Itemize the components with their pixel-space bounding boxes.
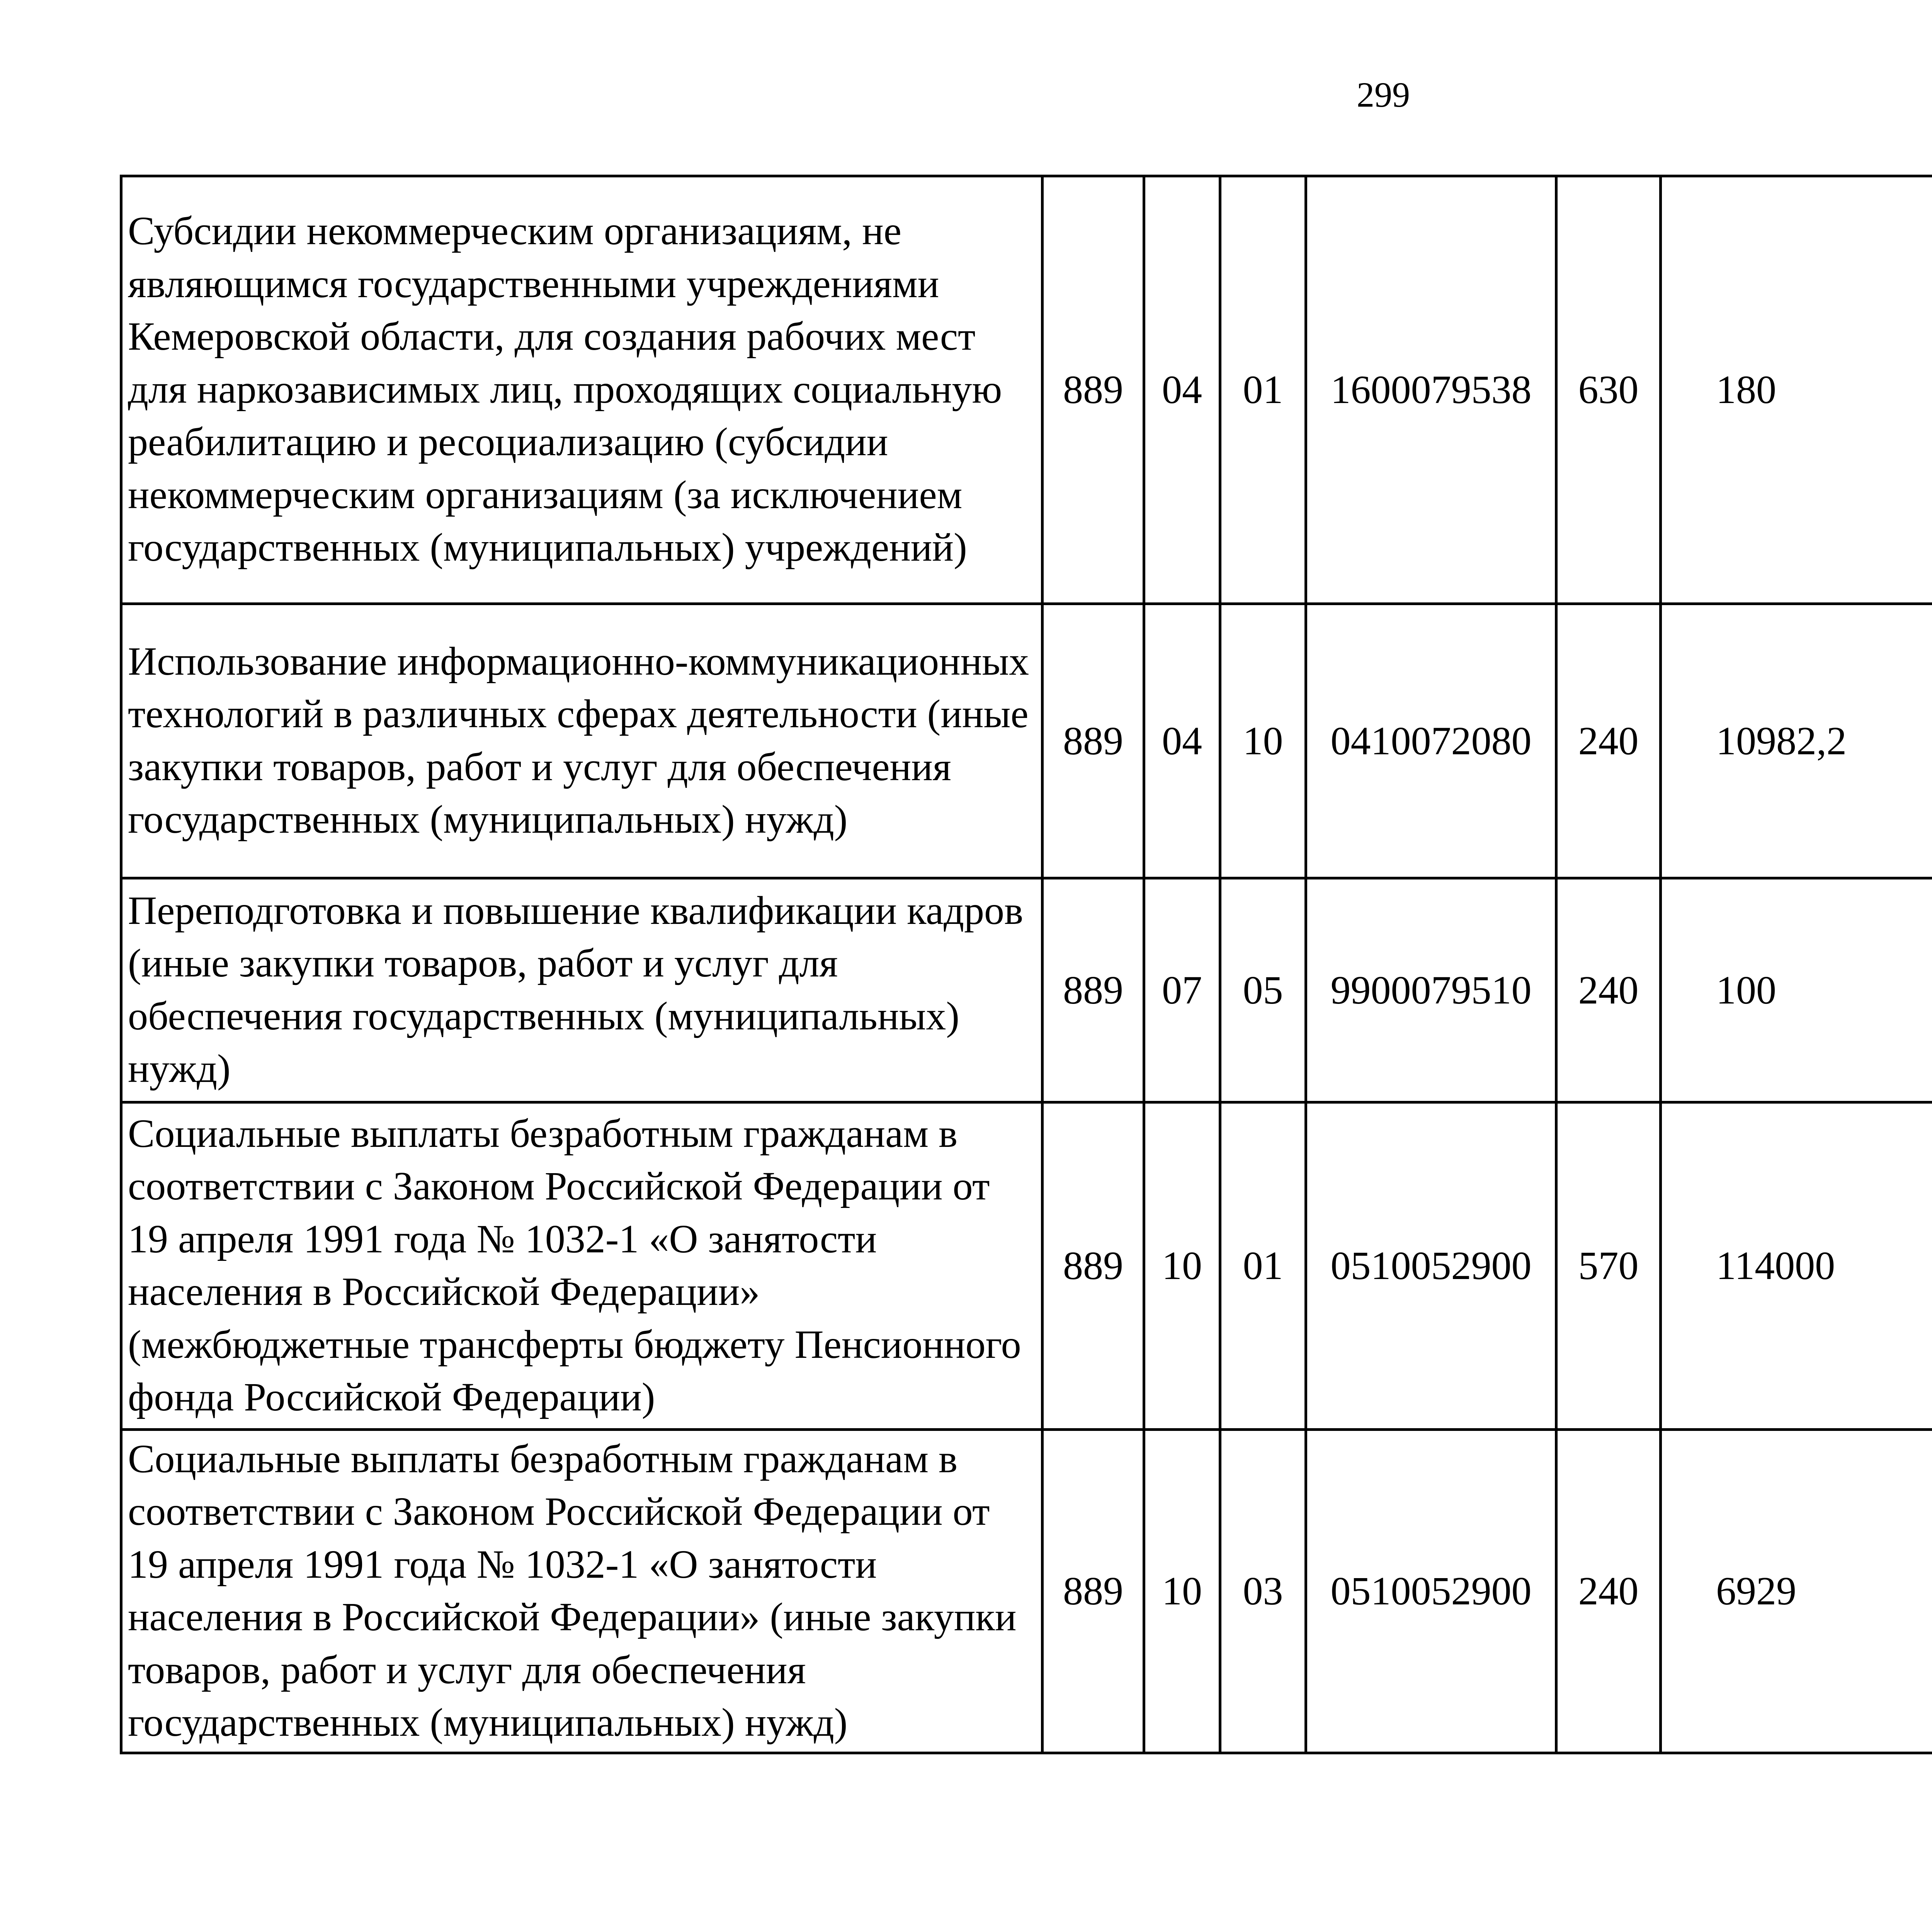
expense-type-code: 240 <box>1556 878 1661 1102</box>
section-code: 10 <box>1144 1102 1220 1430</box>
subsection-code: 05 <box>1220 878 1306 1102</box>
expense-type-code: 240 <box>1556 604 1661 878</box>
ministry-code: 889 <box>1043 1102 1144 1430</box>
ministry-code: 889 <box>1043 604 1144 878</box>
expense-type-code: 570 <box>1556 1102 1661 1430</box>
target-article-code: 9900079510 <box>1306 878 1556 1102</box>
table-row <box>121 1102 1932 1430</box>
table-row <box>121 176 1932 604</box>
amount-year1: 6929 <box>1661 1430 1932 1753</box>
subsection-code: 01 <box>1220 176 1306 604</box>
amount-year1: 114000 <box>1661 1102 1932 1430</box>
target-article-code: 0510052900 <box>1306 1102 1556 1430</box>
amount-year1: 100 <box>1661 878 1932 1102</box>
row-description: Переподготовка и повышение квалификации кадров (иные закупки товаров, работ и услуг для обеспечения государственных (муниципальных) нужд) <box>121 878 1043 1102</box>
ministry-code: 889 <box>1043 1430 1144 1753</box>
subsection-code: 01 <box>1220 1102 1306 1430</box>
section-code: 07 <box>1144 878 1220 1102</box>
target-article-code: 1600079538 <box>1306 176 1556 604</box>
row-description: Социальные выплаты безработным гражданам в соответствии с Законом Российской Федерации от 19 апреля 1991 года № 1032-1 «О занятости населения в Российской Федерации» (межбюджетные трансферты бюджету Пенсионного фонда Российской Федерации) <box>121 1102 1043 1430</box>
target-article-code: 0510052900 <box>1306 1430 1556 1753</box>
table-row <box>121 1430 1932 1753</box>
amount-year1: 180 <box>1661 176 1932 604</box>
expense-type-code: 240 <box>1556 1430 1661 1753</box>
budget-table <box>120 175 1932 1754</box>
row-description: Использование информационно-коммуникационных технологий в различных сферах деятельности (иные закупки товаров, работ и услуг для обеспечения государственных (муниципальных) нужд) <box>121 604 1043 878</box>
subsection-code: 03 <box>1220 1430 1306 1753</box>
page-number: 299 <box>1357 75 1410 114</box>
section-code: 04 <box>1144 604 1220 878</box>
amount-year1: 10982,2 <box>1661 604 1932 878</box>
section-code: 10 <box>1144 1430 1220 1753</box>
table-row <box>121 604 1932 878</box>
row-description: Социальные выплаты безработным гражданам в соответствии с Законом Российской Федерации от 19 апреля 1991 года № 1032-1 «О занятости населения в Российской Федерации» (иные закупки товаров, работ и услуг для обеспечения государственных (муниципальных) нужд) <box>121 1430 1043 1753</box>
section-code: 04 <box>1144 176 1220 604</box>
table-row <box>121 878 1932 1102</box>
subsection-code: 10 <box>1220 604 1306 878</box>
row-description: Субсидии некоммерческим организациям, не являющимся государственными учреждениями Кемеровской области, для создания рабочих мест для наркозависимых лиц, проходящих социальную реабилитацию и ресоциализацию (субсидии некоммерческим организациям (за исключением государственных (муниципальных) учреждений) <box>121 176 1043 604</box>
ministry-code: 889 <box>1043 878 1144 1102</box>
target-article-code: 0410072080 <box>1306 604 1556 878</box>
expense-type-code: 630 <box>1556 176 1661 604</box>
ministry-code: 889 <box>1043 176 1144 604</box>
